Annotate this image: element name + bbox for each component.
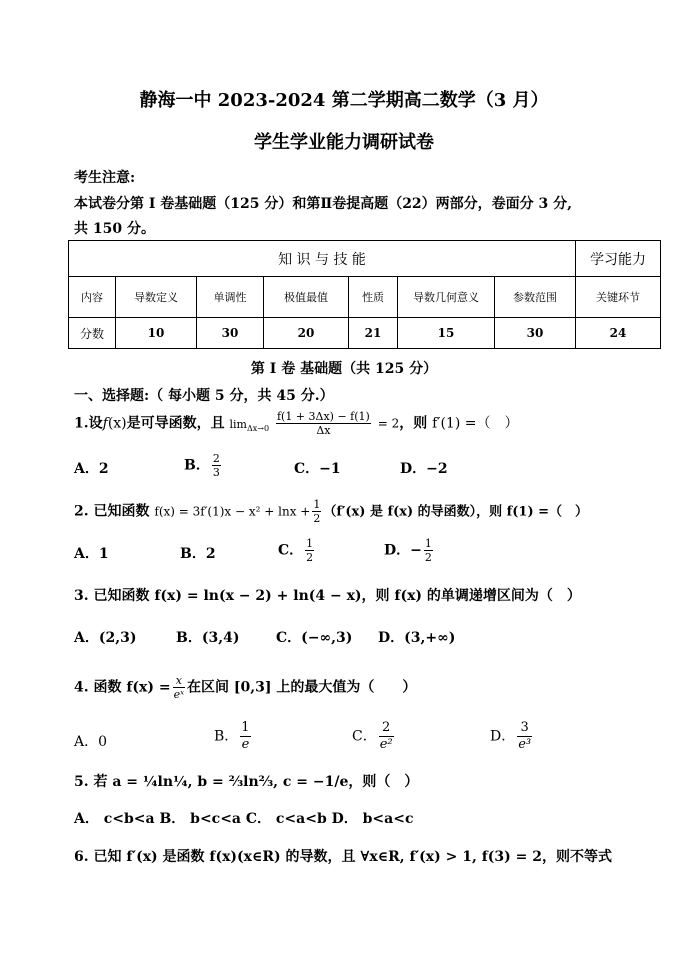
q5-options: A． c<b<a B． b<c<a C． c<a<b D． b<a<c bbox=[74, 811, 414, 827]
q4-option-b: B． $\frac{1}{e}$ bbox=[214, 720, 250, 752]
group-knowledge: 知 识 与 技 能 bbox=[69, 241, 576, 277]
table-cell: 30 bbox=[197, 318, 264, 349]
limit-fraction: $\frac{f(1 + 3\Delta x) - f(1)}{\Delta x}$ bbox=[276, 410, 370, 437]
table-cell: 30 bbox=[495, 318, 576, 349]
table-cell: 内容 bbox=[69, 277, 116, 318]
section-title: 第 I 卷 基础题（共 125 分） bbox=[250, 361, 438, 377]
q3-option-d: D．(3,+∞) bbox=[378, 630, 456, 646]
question-2: 2. 已知函数 f(x) = 3f′(1)x − x² + lnx + $\frac{1}{2}$ （f′(x) 是 f(x) 的导函数），则 f(1) =（ ） bbox=[74, 498, 589, 525]
table-cell: 性质 bbox=[349, 277, 398, 318]
table-cell: 极值最值 bbox=[264, 277, 349, 318]
q4-option-c: C． $\frac{2}{\text{e²}}$ bbox=[352, 720, 393, 752]
table-cell: 关键环节 bbox=[576, 277, 661, 318]
question-4: 4. 函数 f(x) = $\frac{x}{\text{eˣ}}$ 在区间 [0,3] 上的最大值为（ ） bbox=[74, 674, 417, 701]
q2-option-b: B．2 bbox=[180, 546, 216, 562]
table-cell: 15 bbox=[398, 318, 495, 349]
question-1: 1.设f(x)是可导函数，且 $\lim_{\Delta x\to 0}$ $\frac{f(1 + 3\Delta x) - f(1)}{\Delta x}$ = 2，则 f′(1) =（ ） bbox=[74, 410, 519, 437]
notice-label: 考生注意: bbox=[74, 170, 136, 186]
group-ability: 学习能力 bbox=[576, 241, 661, 277]
q4-option-d: D． $\frac{3}{\text{e³}}$ bbox=[490, 720, 532, 752]
table-cell: 单调性 bbox=[197, 277, 264, 318]
table-cell: 21 bbox=[349, 318, 398, 349]
q2-option-a: A．1 bbox=[74, 546, 109, 562]
q1-option-d: D．−2 bbox=[400, 461, 448, 477]
table-cell: 分数 bbox=[69, 318, 116, 349]
q2-option-c: C． $\frac{1}{2}$ bbox=[278, 537, 314, 564]
notice-line2: 共 150 分。 bbox=[74, 221, 155, 237]
table-header-row bbox=[69, 277, 661, 318]
q3-option-a: A．(2,3) bbox=[74, 630, 137, 646]
choice-heading: 一、选择题:（ 每小题 5 分，共 45 分.） bbox=[74, 388, 334, 404]
q4-option-a: A．0 bbox=[74, 734, 108, 750]
table-cell: 20 bbox=[264, 318, 349, 349]
exam-title: 静海一中 2023-2024 第二学期高二数学（3 月） bbox=[139, 90, 549, 111]
table-cell: 参数范围 bbox=[495, 277, 576, 318]
table-cell: 24 bbox=[576, 318, 661, 349]
question-6: 6. 已知 f′(x) 是函数 f(x)(x∈R) 的导数，且 ∀x∈R, f′(x) > 1, f(3) = 2，则不等式 bbox=[74, 849, 612, 865]
exam-subtitle: 学生学业能力调研试卷 bbox=[254, 132, 434, 153]
table-cell: 导数定义 bbox=[116, 277, 197, 318]
score-distribution-table bbox=[68, 240, 661, 349]
question-3: 3. 已知函数 f(x) = ln(x − 2) + ln(4 − x)，则 f(x) 的单调递增区间为（ ） bbox=[74, 588, 581, 604]
q1-option-c: C．−1 bbox=[294, 461, 341, 477]
notice-line1: 本试卷分第 I 卷基础题（125 分）和第Ⅱ卷提高题（22）两部分，卷面分 3 分, bbox=[74, 196, 573, 212]
table-cell: 10 bbox=[116, 318, 197, 349]
question-5: 5. 若 a = ¼ln¼, b = ⅔ln⅔, c = −1/e，则（ ） bbox=[74, 774, 419, 790]
q2-option-d: D．− $\frac{1}{2}$ bbox=[384, 537, 432, 564]
q1-option-a: A．2 bbox=[74, 461, 109, 477]
table-score-row bbox=[69, 318, 661, 349]
q1-option-b: B． $\frac{2}{3}$ bbox=[184, 452, 220, 479]
q3-option-b: B．(3,4) bbox=[176, 630, 240, 646]
q3-option-c: C．(−∞,3) bbox=[276, 630, 353, 646]
table-cell: 导数几何意义 bbox=[398, 277, 495, 318]
